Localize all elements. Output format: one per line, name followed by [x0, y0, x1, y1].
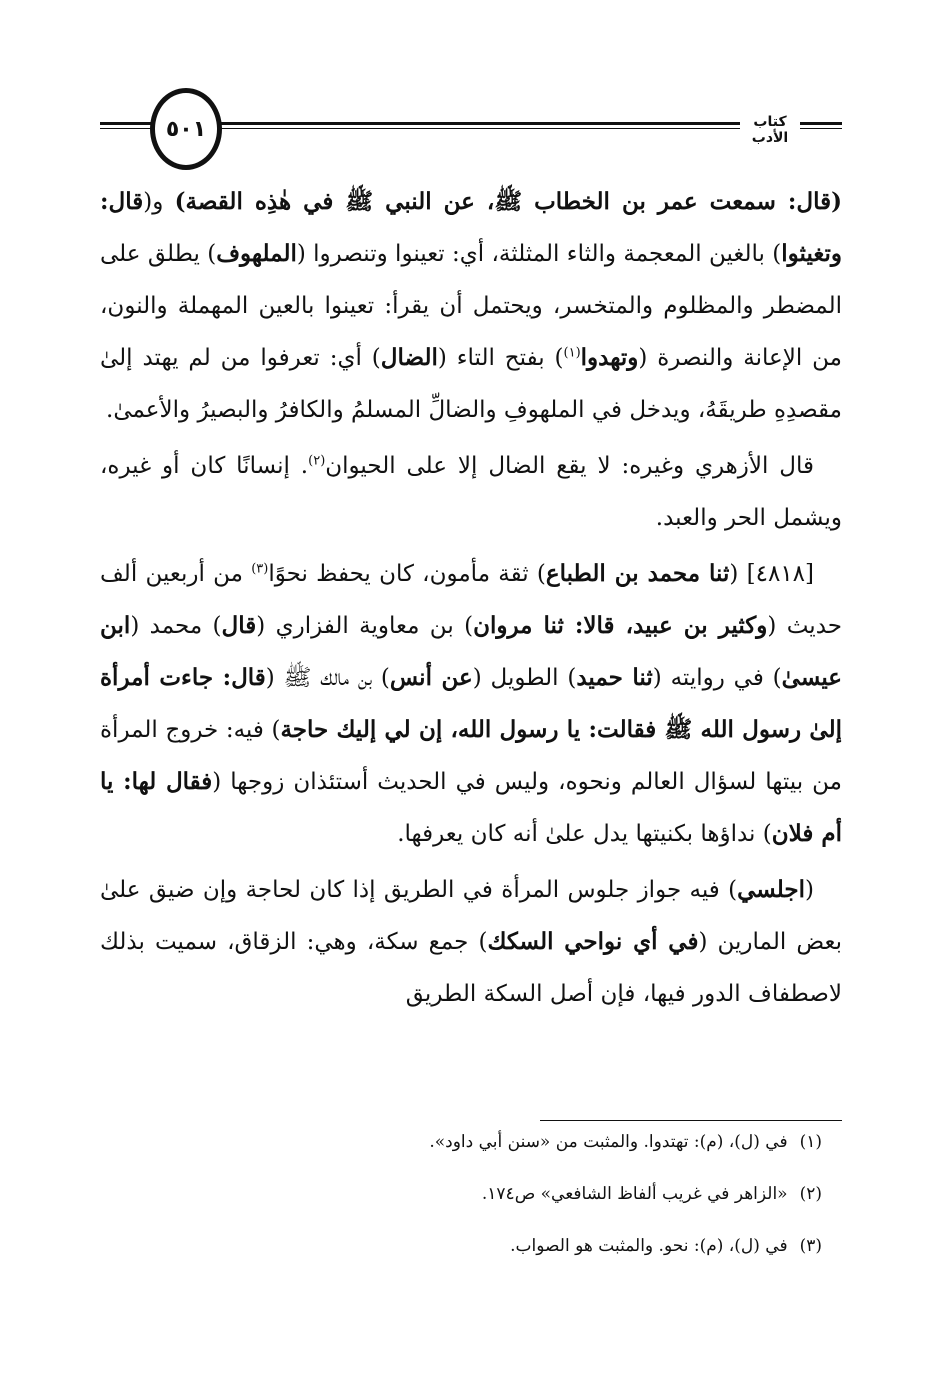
bold-text: قال: وتغيثوا: [100, 188, 842, 267]
footnote-number: (٢): [799, 1184, 822, 1204]
text-run: ) محمد (: [130, 613, 222, 639]
bold-text: عن أنس: [389, 664, 473, 691]
bold-text: ثنا حميد: [576, 664, 653, 691]
bold-text: الضال: [380, 344, 438, 371]
bold-text: الملهوف: [216, 240, 297, 267]
footnote: [100, 1234, 822, 1259]
bold-text: ابن عيسىٰ: [100, 612, 843, 691]
text-run: ) بن مالك ﷺ (: [265, 665, 390, 691]
text-run: ) ثقة مأمون، كان يحفظ نحوًا: [268, 561, 546, 587]
page-number: ٥٠١: [165, 116, 207, 142]
text-run: (: [805, 877, 814, 903]
text-run: ) بن معاوية الفزاري (: [256, 613, 474, 639]
bold-text: في أي نواحي السكك: [487, 928, 699, 955]
footnote-marker: (٢): [308, 453, 326, 469]
text-run: من أربعين ألف حديث (: [100, 561, 842, 639]
footnote: [100, 1182, 822, 1207]
footnote-text: «الزاهر في غريب ألفاظ الشافعي» ص١٧٤.: [481, 1184, 788, 1204]
footnotes: [100, 1130, 822, 1286]
text-run: ) جمع سكة، وهي: الزقاق، سميت بذلك لاصطفاف الدور فيها، فإن أصل السكة الطريق: [100, 929, 842, 1007]
text-run: ) بالغين المعجمة والثاء المثلثة، أي: تعينوا وتنصروا (: [296, 241, 782, 267]
footnote-number: (١): [799, 1132, 822, 1152]
footnote-marker: (١): [563, 345, 581, 361]
running-title: كتاب الأدب: [751, 114, 789, 146]
text-run: ) فيه جواز جلوس المرأة في الطريق إذا كان لحاجة وإن ضيق علىٰ بعض المارين (: [100, 877, 842, 955]
header-rule-left: [100, 122, 152, 129]
bold-text: وكثير بن عبيد، قالا: ثنا مروان: [473, 612, 768, 639]
text-run: ) أي: تعرفوا من لم يهتد إلىٰ مقصدِهِ طريقَهُ، ويدخل في الملهوفِ والضالِّ المسلمُ والكافرُ والبصيرُ والأعمىٰ.: [100, 345, 842, 423]
text-run: ) نداؤها بكنيتها يدل علىٰ أنه كان يعرفها.: [397, 821, 772, 847]
main-text: [100, 176, 842, 1020]
text-run: ) يطلق على المضطر والمظلوم والمتخسر، ويحتمل أن يقرأ: تعينوا بالعين المهملة والنون، من الإعانة والنصرة (: [100, 241, 842, 371]
page-header: [100, 88, 842, 188]
bold-text: فقال لها: يا أم فلان: [100, 768, 842, 847]
page-number-badge: [150, 88, 222, 170]
text-run: [٤٨١٨] (: [729, 561, 815, 587]
bold-text: (قال: سمعت عمر بن الخطاب ﷺ، عن النبي ﷺ في هٰذِه القصة): [174, 188, 842, 215]
text-run: و(: [143, 189, 175, 215]
bold-text: قال: جاءت أمرأة إلىٰ رسول الله ﷺ فقالت: يا رسول الله، إن لي إليك حاجة: [100, 664, 843, 743]
footnote-text: في (ل)، (م): نحو. والمثبت هو الصواب.: [510, 1236, 788, 1256]
footnote-text: في (ل)، (م): تهتدوا. والمثبت من «سنن أبي داود».: [429, 1132, 788, 1152]
paragraph: [100, 864, 842, 1020]
text-run: ) الطويل (: [472, 665, 577, 691]
bold-text: ثنا محمد بن الطباع: [545, 560, 730, 587]
footnote-separator: [540, 1120, 842, 1121]
bold-text: قال: [221, 612, 257, 639]
text-run: ) بفتح التاء (: [437, 345, 564, 371]
text-run: ) فيه: خروج المرأة من بيتها لسؤال العالم ونحوه، وليس في الحديث أستئذان زوجها (: [100, 717, 842, 795]
bold-text: وتهدوا: [580, 344, 639, 371]
footnote-marker: (٣): [251, 561, 269, 577]
paragraph: [100, 548, 842, 860]
footnote: [100, 1130, 822, 1155]
paragraph: [100, 176, 842, 436]
text-run: . إنسانًا كان أو غيره، ويشمل الحر والعبد.: [100, 453, 842, 531]
header-rule-middle: [220, 122, 740, 129]
footnote-number: (٣): [799, 1236, 822, 1256]
bold-text: اجلسي: [737, 876, 806, 903]
text-run: قال الأزهري وغيره: لا يقع الضال إلا على الحيوان: [325, 453, 814, 479]
paragraph: [100, 440, 842, 544]
header-rule-right: [800, 122, 842, 129]
text-run: ) في روايته (: [652, 665, 782, 691]
